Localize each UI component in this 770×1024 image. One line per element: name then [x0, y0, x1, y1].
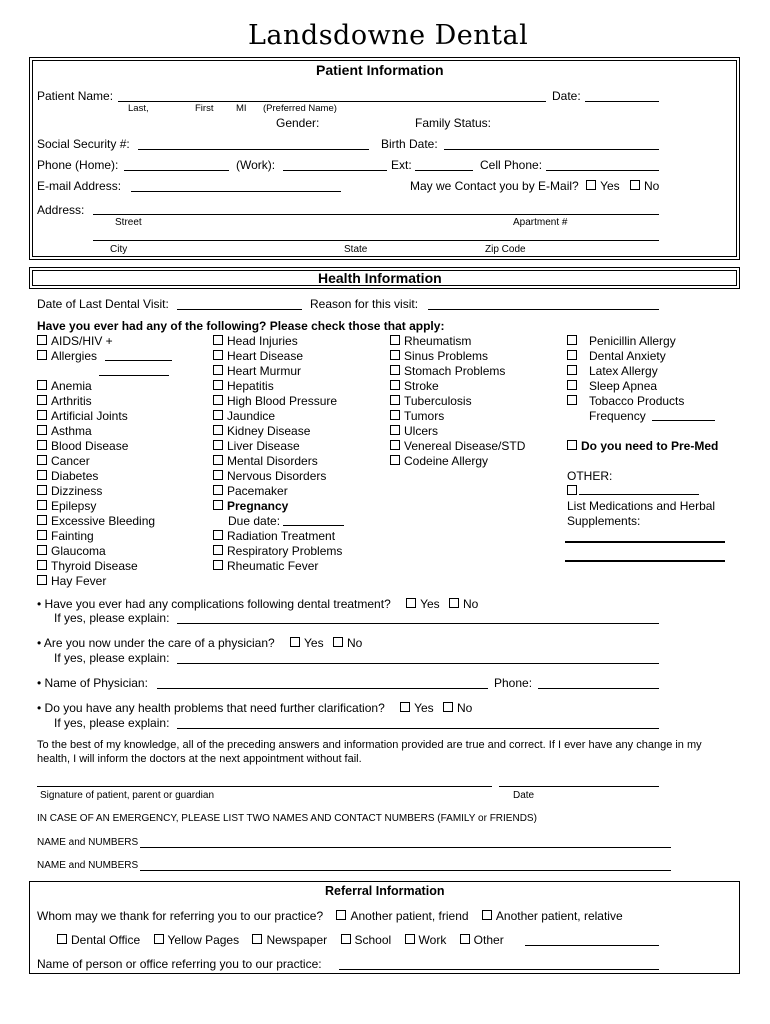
referral-options: Dental Office Yellow Pages Newspaper School Work Other [57, 933, 504, 947]
city-state-zip-field[interactable] [93, 240, 659, 241]
date-label: Date: [552, 89, 581, 103]
allergies-field-2[interactable] [99, 375, 169, 376]
frequency-label: Frequency [589, 409, 646, 423]
condition-radiation[interactable]: Radiation Treatment [213, 529, 335, 543]
emergency-contact-2-label: NAME and NUMBERS [37, 860, 139, 871]
condition-aids[interactable]: AIDS/HIV + [37, 334, 113, 348]
other-checkbox[interactable] [567, 484, 581, 498]
condition-excessive-bleeding[interactable]: Excessive Bleeding [37, 514, 155, 528]
condition-sleep-apnea[interactable]: Sleep Apnea [567, 379, 657, 393]
condition-liver-disease[interactable]: Liver Disease [213, 439, 300, 453]
emergency-instruction: IN CASE OF AN EMERGENCY, PLEASE LIST TWO NAMES AND CONTACT NUMBERS (FAMILY or FRIENDS) [37, 813, 537, 824]
other-field[interactable] [579, 494, 699, 495]
meds-field-1[interactable] [565, 541, 725, 543]
patient-name-label: Patient Name: [37, 89, 114, 103]
condition-artificial-joints[interactable]: Artificial Joints [37, 409, 128, 423]
complications-explain-label: If yes, please explain: [54, 611, 170, 625]
page-title: Landsdowne Dental [248, 20, 529, 51]
condition-respiratory[interactable]: Respiratory Problems [213, 544, 342, 558]
cell-phone-label: Cell Phone: [480, 158, 543, 172]
signature-field[interactable] [37, 786, 492, 787]
referral-other-field[interactable] [525, 945, 659, 946]
condition-stroke[interactable]: Stroke [390, 379, 439, 393]
other-label: OTHER: [567, 469, 613, 483]
condition-cancer[interactable]: Cancer [37, 454, 90, 468]
condition-epilepsy[interactable]: Epilepsy [37, 499, 96, 513]
condition-anemia[interactable]: Anemia [37, 379, 92, 393]
zip-sublabel: Zip Code [485, 244, 526, 255]
referral-dental-office-checkbox[interactable] [57, 934, 67, 944]
problems-explain-label: If yes, please explain: [54, 716, 170, 730]
street-sublabel: Street [115, 217, 142, 228]
patient-info-header: Patient Information [316, 62, 444, 78]
referral-newspaper-checkbox[interactable] [252, 934, 262, 944]
sub-first: First [195, 103, 214, 114]
gender-label: Gender: [276, 116, 320, 130]
condition-hay-fever[interactable]: Hay Fever [37, 574, 106, 588]
referral-name-field[interactable] [339, 969, 659, 970]
ssn-field[interactable] [138, 149, 369, 150]
statement-line-2: health, I will inform the doctors at the next appointment without fail. [37, 753, 362, 765]
physician-explain-label: If yes, please explain: [54, 651, 170, 665]
condition-allergies[interactable]: Allergies [37, 349, 97, 363]
q-complications: • Have you ever had any complications following dental treatment? Yes No [37, 597, 479, 611]
problems-yes-checkbox[interactable] [400, 702, 410, 712]
complications-no-checkbox[interactable] [449, 598, 459, 608]
health-info-header: Health Information [318, 270, 442, 286]
birth-date-field[interactable] [444, 149, 659, 150]
physician-phone-field[interactable] [538, 688, 659, 689]
physician-phone-label: Phone: [494, 676, 533, 690]
signature-date-label: Date [513, 790, 535, 801]
referral-work-checkbox[interactable] [405, 934, 415, 944]
condition-thyroid[interactable]: Thyroid Disease [37, 559, 138, 573]
condition-rheumatism[interactable]: Rheumatism [390, 334, 471, 348]
referral-name-label: Name of person or office referring you to our practice: [37, 957, 322, 971]
condition-stomach[interactable]: Stomach Problems [390, 364, 505, 378]
condition-codeine[interactable]: Codeine Allergy [390, 454, 488, 468]
referral-relative-checkbox[interactable] [482, 910, 492, 920]
condition-arthritis[interactable]: Arthritis [37, 394, 92, 408]
statement-line-1: To the best of my knowledge, all of the preceding answers and information provided are true and correct. If I ever have any change in my [37, 739, 702, 751]
apartment-sublabel: Apartment # [513, 217, 568, 228]
emergency-contact-1-field[interactable] [140, 847, 671, 848]
referral-friend-checkbox[interactable] [336, 910, 346, 920]
meds-field-2[interactable] [565, 560, 725, 562]
frequency-field[interactable] [652, 420, 715, 421]
condition-penicillin[interactable]: Penicillin Allergy [567, 334, 676, 348]
signature-label: Signature of patient, parent or guardian [40, 790, 215, 801]
condition-dental-anxiety[interactable]: Dental Anxiety [567, 349, 666, 363]
condition-diabetes[interactable]: Diabetes [37, 469, 98, 483]
meds-label: List Medications and Herbal [567, 499, 716, 513]
condition-tobacco[interactable]: Tobacco Products [567, 394, 684, 408]
condition-mental-disorders[interactable]: Mental Disorders [213, 454, 318, 468]
referral-question: Whom may we thank for referring you to our practice? Another patient, friend Another patient, relative [37, 909, 623, 923]
email-label: E-mail Address: [37, 179, 122, 193]
problems-no-checkbox[interactable] [443, 702, 453, 712]
premed-checkbox[interactable]: Do you need to Pre-Med [567, 439, 718, 453]
sub-last: Last, [128, 103, 149, 114]
physician-no-checkbox[interactable] [333, 637, 343, 647]
phone-home-label: Phone (Home): [37, 158, 119, 172]
referral-yellow-pages-checkbox[interactable] [154, 934, 164, 944]
condition-rheumatic-fever[interactable]: Rheumatic Fever [213, 559, 318, 573]
due-date-label: Due date: [228, 514, 281, 528]
q-physician: • Are you now under the care of a physician? Yes No [37, 636, 363, 650]
condition-pacemaker[interactable]: Pacemaker [213, 484, 288, 498]
reason-label: Reason for this visit: [310, 297, 419, 311]
allergies-field-1[interactable] [105, 360, 172, 361]
conditions-question: Have you ever had any of the following? Please check those that apply: [37, 319, 445, 333]
birth-date-label: Birth Date: [381, 137, 438, 151]
physician-explain-field[interactable] [177, 663, 659, 664]
email-yes-checkbox[interactable] [586, 180, 596, 190]
condition-tumors[interactable]: Tumors [390, 409, 444, 423]
street-field[interactable] [93, 214, 659, 215]
email-field[interactable] [131, 191, 341, 192]
sub-mi: MI [236, 103, 247, 114]
email-no-checkbox[interactable] [630, 180, 640, 190]
email-contact-question: May we Contact you by E-Mail? Yes No [410, 179, 660, 193]
condition-ulcers[interactable]: Ulcers [390, 424, 438, 438]
condition-kidney-disease[interactable]: Kidney Disease [213, 424, 310, 438]
last-visit-field[interactable] [177, 309, 302, 310]
date-field[interactable] [585, 101, 659, 102]
condition-heart-disease[interactable]: Heart Disease [213, 349, 303, 363]
work-label: (Work): [236, 158, 276, 172]
state-sublabel: State [344, 244, 368, 255]
condition-hepatitis[interactable]: Hepatitis [213, 379, 274, 393]
problems-explain-field[interactable] [177, 728, 659, 729]
family-status-label: Family Status: [415, 116, 492, 130]
referral-school-checkbox[interactable] [341, 934, 351, 944]
condition-blood-disease[interactable]: Blood Disease [37, 439, 128, 453]
condition-heart-murmur[interactable]: Heart Murmur [213, 364, 301, 378]
condition-fainting[interactable]: Fainting [37, 529, 94, 543]
referral-other-checkbox[interactable] [460, 934, 470, 944]
reason-field[interactable] [428, 309, 659, 310]
last-visit-label: Date of Last Dental Visit: [37, 297, 169, 311]
supplements-label: Supplements: [567, 514, 641, 528]
phone-home-field[interactable] [124, 170, 229, 171]
condition-venereal[interactable]: Venereal Disease/STD [390, 439, 525, 453]
complications-yes-checkbox[interactable] [406, 598, 416, 608]
condition-nervous-disorders[interactable]: Nervous Disorders [213, 469, 326, 483]
sub-preferred: (Preferred Name) [263, 103, 337, 114]
signature-date-field[interactable] [499, 786, 659, 787]
ssn-label: Social Security #: [37, 137, 130, 151]
ext-label: Ext: [391, 158, 412, 172]
q-problems: • Do you have any health problems that need further clarification? Yes No [37, 701, 473, 715]
condition-asthma[interactable]: Asthma [37, 424, 92, 438]
q-name-physician: • Name of Physician: [37, 676, 148, 690]
condition-dizziness[interactable]: Dizziness [37, 484, 102, 498]
patient-name-field[interactable] [118, 101, 546, 102]
physician-name-field[interactable] [157, 688, 488, 689]
condition-sinus[interactable]: Sinus Problems [390, 349, 488, 363]
cell-phone-field[interactable] [546, 170, 659, 171]
complications-explain-field[interactable] [177, 623, 659, 624]
emergency-contact-2-field[interactable] [140, 870, 671, 871]
phone-work-field[interactable] [283, 170, 387, 171]
emergency-contact-1-label: NAME and NUMBERS [37, 837, 139, 848]
physician-yes-checkbox[interactable] [290, 637, 300, 647]
ext-field[interactable] [415, 170, 473, 171]
condition-jaundice[interactable]: Jaundice [213, 409, 275, 423]
condition-pregnancy[interactable]: Pregnancy [213, 499, 288, 513]
condition-head-injuries[interactable]: Head Injuries [213, 334, 298, 348]
condition-tuberculosis[interactable]: Tuberculosis [390, 394, 472, 408]
address-label: Address: [37, 203, 85, 217]
condition-high-blood-pressure[interactable]: High Blood Pressure [213, 394, 337, 408]
condition-latex[interactable]: Latex Allergy [567, 364, 658, 378]
referral-info-header: Referral Information [325, 884, 445, 898]
city-sublabel: City [110, 244, 128, 255]
due-date-field[interactable] [283, 525, 344, 526]
condition-glaucoma[interactable]: Glaucoma [37, 544, 106, 558]
